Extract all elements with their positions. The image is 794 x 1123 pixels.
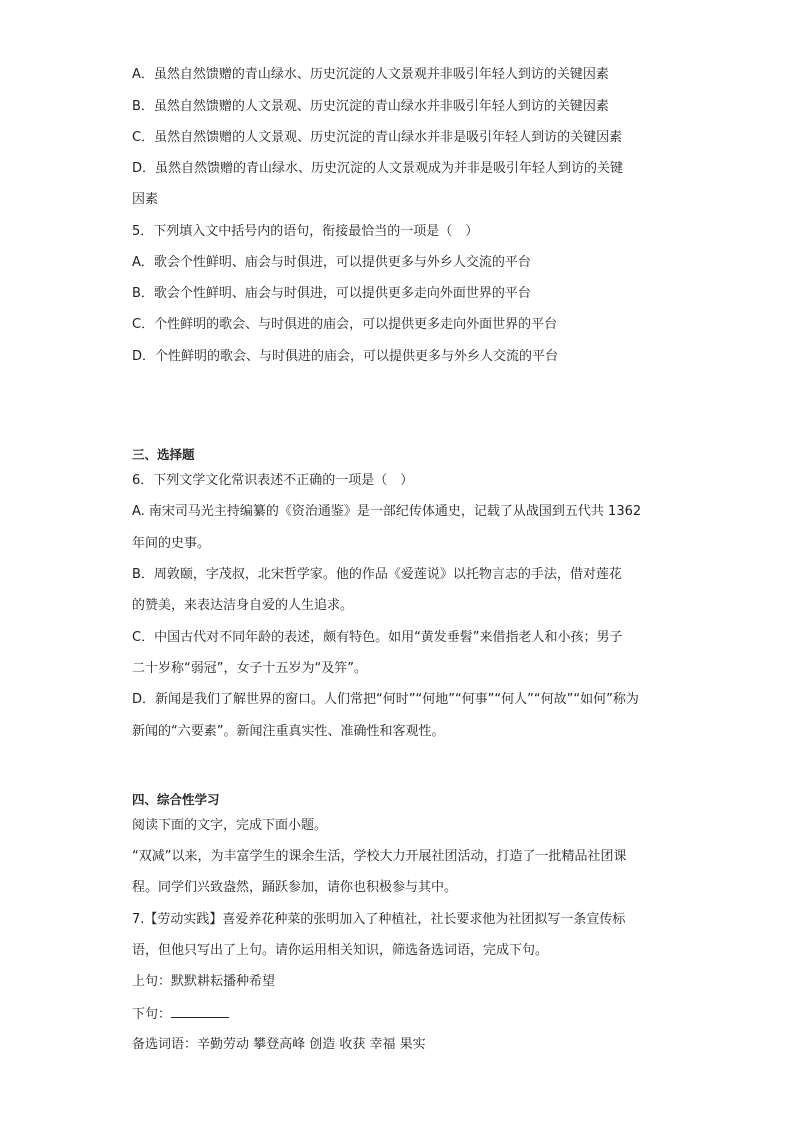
candidate-words: 备选词语：辛勤劳动 攀登高峰 创造 收获 幸福 果实 xyxy=(132,1037,426,1052)
q4-option-d-line2: 因素 xyxy=(132,192,159,207)
q6-option-b-line1: B．周敦颐，字茂叔，北宋哲学家。他的作品《爱莲说》以托物言志的手法，借对莲花 xyxy=(132,567,622,582)
q6-option-d-line1: D．新闻是我们了解世界的窗口。人们常把“何时”“何地”“何事”“何人”“何故”“如何”称为 xyxy=(132,692,639,707)
section-3-title: 三、选择题 xyxy=(132,447,195,462)
upper-line: 上句：默默耕耘播种希望 xyxy=(132,974,276,989)
lower-label: 下句： xyxy=(132,1007,172,1022)
lower-line xyxy=(132,1005,229,1022)
q4-option-c: C．虽然自然馈赠的人文景观、历史沉淀的青山绿水并非是吸引年轻人到访的关键因素 xyxy=(132,130,623,145)
q6-option-d-line2: 新闻的“六要素”。新闻注重真实性、准确性和客观性。 xyxy=(132,724,445,739)
q6-question: 6．下列文学文化常识表述不正确的一项是（ ） xyxy=(132,473,414,488)
q6-option-b-line2: 的赞美，来表达洁身自爱的人生追求。 xyxy=(132,598,354,613)
answer-blank xyxy=(171,1005,229,1018)
passage-line1: “双减”以来，为丰富学生的课余生活，学校大力开展社团活动，打造了一批精品社团课 xyxy=(132,849,627,864)
q5-question: 5．下列填入文中括号内的语句，衔接最恰当的一项是（ ） xyxy=(132,224,479,239)
q5-option-c: C．个性鲜明的歌会、与时俱进的庙会，可以提供更多走向外面世界的平台 xyxy=(132,317,558,332)
q6-option-c-line2: 二十岁称“弱冠”，女子十五岁为“及笄”。 xyxy=(132,661,367,676)
q5-option-b: B．歌会个性鲜明、庙会与时俱进，可以提供更多走向外面世界的平台 xyxy=(132,286,531,301)
q7-line1: 7.【劳动实践】喜爱养花种菜的张明加入了种植社，社长要求他为社团拟写一条宣传标 xyxy=(132,912,626,927)
passage-line2: 程。同学们兴致盎然，踊跃参加，请你也积极参与其中。 xyxy=(132,880,458,895)
section-4-title: 四、综合性学习 xyxy=(132,792,220,807)
q6-option-c-line1: C．中国古代对不同年龄的表述，颇有特色。如用“黄发垂髫”来借指老人和小孩；男子 xyxy=(132,630,623,645)
q6-option-a-line1: A. 南宋司马光主持编纂的《资治通鉴》是一部纪传体通史，记载了从战国到五代共 1362 xyxy=(132,504,642,519)
q5-option-d: D．个性鲜明的歌会、与时俱进的庙会，可以提供更多与外乡人交流的平台 xyxy=(132,349,559,364)
q4-option-d-line1: D．虽然自然馈赠的青山绿水、历史沉淀的人文景观成为并非是吸引年轻人到访的关键 xyxy=(132,161,624,176)
q4-option-b: B．虽然自然馈赠的人文景观、历史沉淀的青山绿水并非吸引年轻人到访的关键因素 xyxy=(132,99,609,114)
section-4-intro: 阅读下面的文字，完成下面小题。 xyxy=(132,818,328,833)
q4-option-a: A．虽然自然馈赠的青山绿水、历史沉淀的人文景观并非吸引年轻人到访的关键因素 xyxy=(132,67,609,82)
q6-option-a-line2: 年间的史事。 xyxy=(132,536,211,551)
q7-line2: 语，但他只写出了上句。请你运用相关知识，筛选备选词语，完成下句。 xyxy=(132,943,549,958)
q5-option-a: A．歌会个性鲜明、庙会与时俱进，可以提供更多与外乡人交流的平台 xyxy=(132,255,531,270)
